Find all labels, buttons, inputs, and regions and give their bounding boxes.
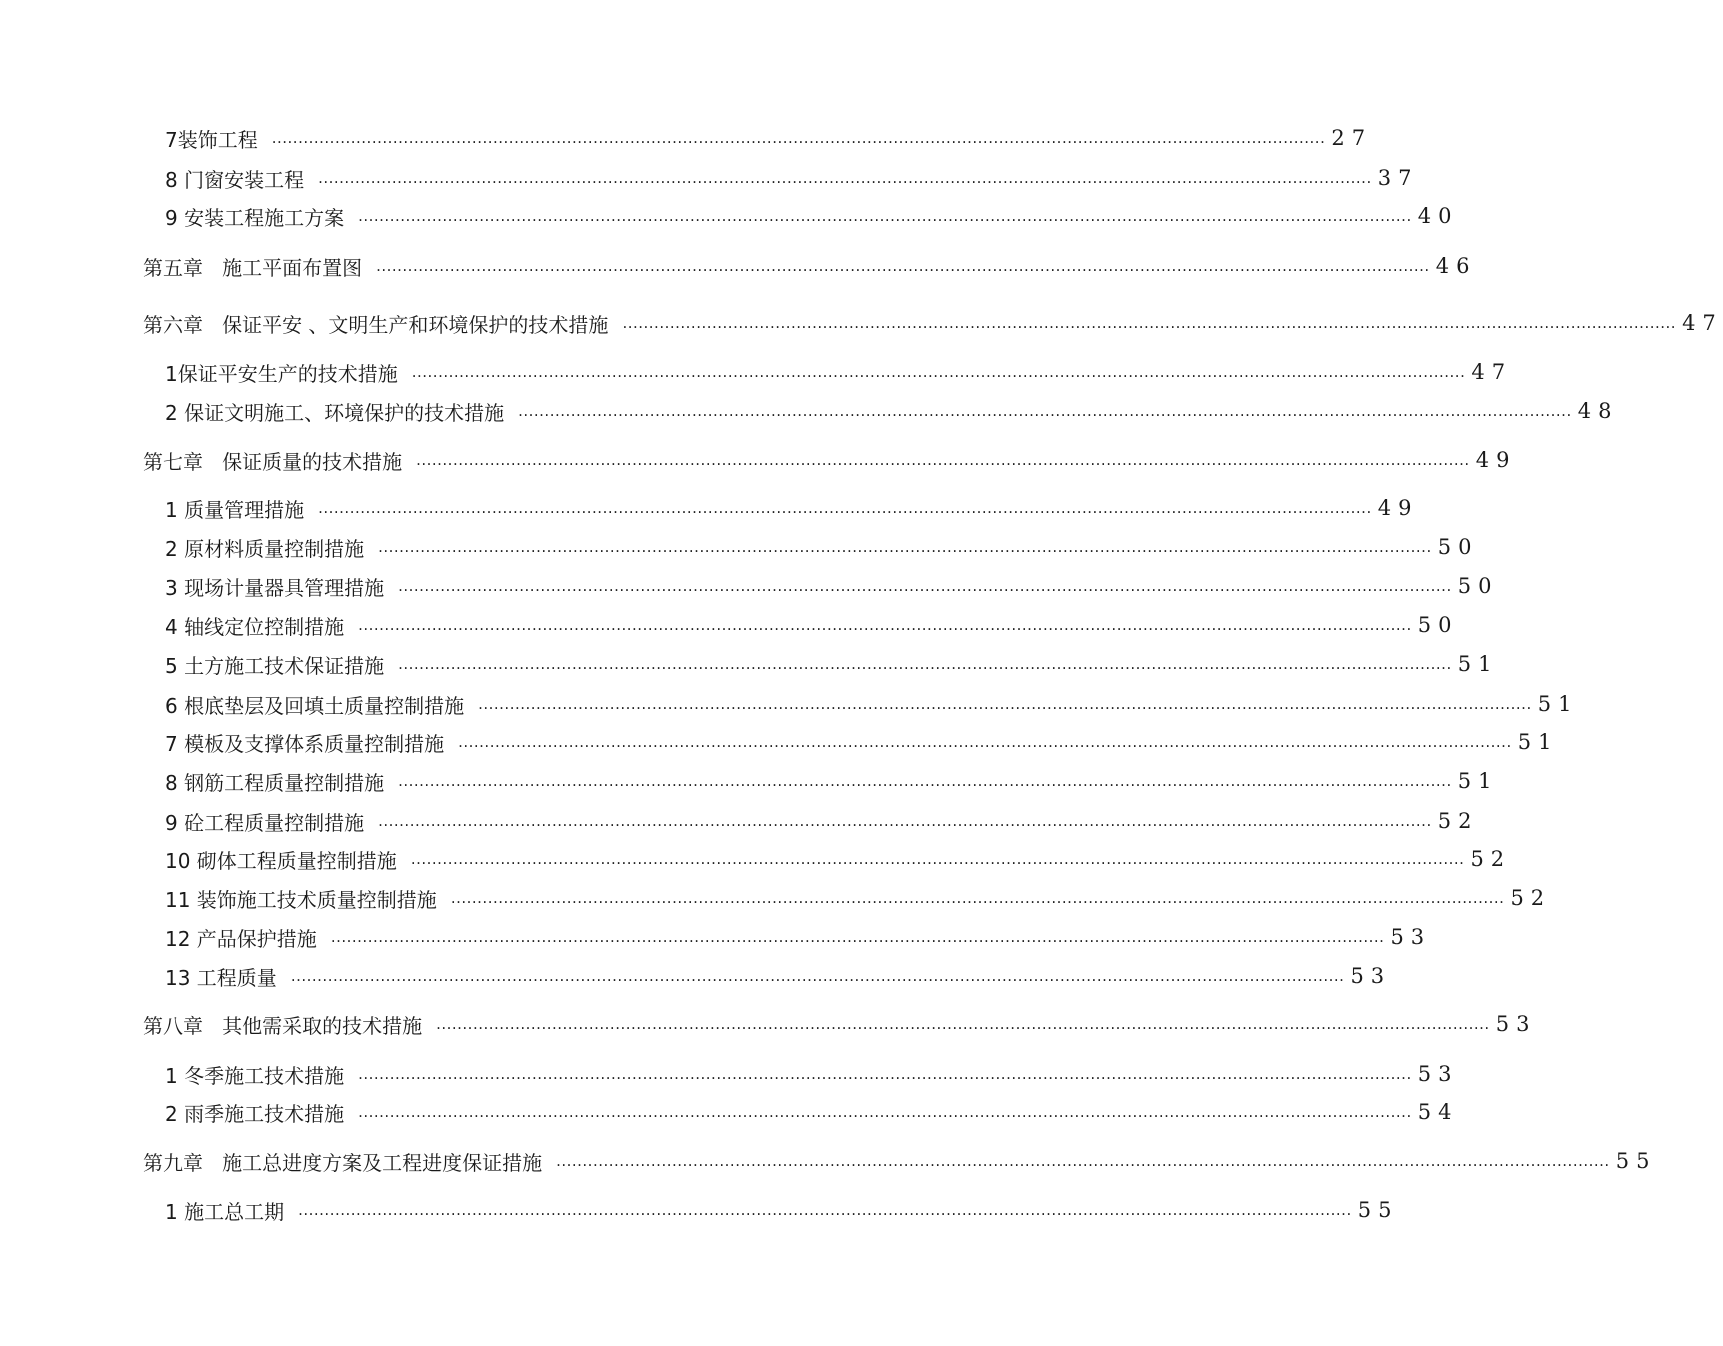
toc-section-entry xyxy=(165,123,1373,153)
toc-dot-leader: ........................................................................................................................................................................................................ xyxy=(450,889,1505,907)
toc-entry-title: 10 砌体工程质量控制措施 xyxy=(165,848,397,873)
toc-dot-leader: ........................................................................................................................................................................................................ xyxy=(458,733,1512,751)
toc-dot-leader: ........................................................................................................................................................................................................ xyxy=(358,1103,1412,1121)
toc-entry-title: 12 产品保护措施 xyxy=(165,926,317,951)
toc-entry-title: 11 装饰施工技术质量控制措施 xyxy=(165,887,437,912)
toc-dot-leader: ........................................................................................................................................................................................................ xyxy=(518,402,1572,420)
toc-page-number: 53 xyxy=(1350,964,1392,988)
toc-section-entry xyxy=(165,883,1552,913)
toc-section-entry xyxy=(165,571,1499,601)
toc-section-entry xyxy=(165,844,1512,874)
toc-section-entry xyxy=(165,163,1419,193)
toc-page-number: 52 xyxy=(1510,886,1552,910)
toc-section-entry xyxy=(165,766,1499,796)
toc-page-number: 50 xyxy=(1457,574,1499,598)
toc-entry-title: 7装饰工程 xyxy=(165,127,258,152)
toc-section-entry xyxy=(165,201,1459,231)
toc-section-entry xyxy=(165,493,1419,523)
toc-section-entry xyxy=(165,610,1459,640)
toc-dot-leader: ........................................................................................................................................................................................................ xyxy=(358,1065,1412,1083)
toc-entry-title: 2 保证文明施工、环境保护的技术措施 xyxy=(165,400,505,425)
toc-dot-leader: ........................................................................................................................................................................................................ xyxy=(358,207,1412,225)
toc-page-number: 27 xyxy=(1331,126,1373,150)
toc-page-number: 53 xyxy=(1390,925,1432,949)
toc-page-number: 47 xyxy=(1682,311,1723,335)
toc-entry-title: 7 模板及支撑体系质量控制措施 xyxy=(165,731,445,756)
toc-section-entry xyxy=(165,1195,1399,1225)
toc-dot-leader: ........................................................................................................................................................................................................ xyxy=(478,695,1532,713)
toc-page-number: 49 xyxy=(1377,496,1419,520)
toc-section-entry xyxy=(165,689,1579,719)
toc-dot-leader: ........................................................................................................................................................................................................ xyxy=(271,129,1326,147)
toc-dot-leader: ........................................................................................................................................................................................................ xyxy=(358,616,1412,634)
toc-page-number: 50 xyxy=(1437,535,1479,559)
toc-section-entry xyxy=(165,532,1479,562)
toc-entry-title: 1 质量管理措施 xyxy=(165,497,305,522)
toc-entry-title: 第五章 施工平面布置图 xyxy=(143,255,363,280)
toc-entry-title: 9 安装工程施工方案 xyxy=(165,205,345,230)
toc-page-number: 37 xyxy=(1377,166,1419,190)
toc-entry-title: 8 门窗安装工程 xyxy=(165,167,305,192)
toc-page-number: 51 xyxy=(1517,730,1559,754)
toc-dot-leader: ........................................................................................................................................................................................................ xyxy=(556,1152,1610,1170)
toc-entry-title: 2 原材料质量控制措施 xyxy=(165,536,365,561)
toc-dot-leader: ........................................................................................................................................................................................................ xyxy=(416,451,1470,469)
toc-chapter-entry xyxy=(143,445,1517,475)
toc-page-number: 52 xyxy=(1470,847,1512,871)
toc-entry-title: 第八章 其他需采取的技术措施 xyxy=(143,1013,423,1038)
toc-entry-title: 第六章 保证平安 、文明生产和环境保护的技术措施 xyxy=(143,312,609,337)
toc-section-entry xyxy=(165,922,1432,952)
toc-page-number: 46 xyxy=(1435,254,1477,278)
toc-dot-leader: ........................................................................................................................................................................................................ xyxy=(622,314,1677,332)
toc-chapter-entry xyxy=(143,251,1477,281)
toc-page-number: 40 xyxy=(1417,204,1459,228)
toc-page-number: 51 xyxy=(1537,692,1579,716)
toc-entry-title: 1 冬季施工技术措施 xyxy=(165,1063,345,1088)
toc-chapter-entry xyxy=(143,1009,1537,1039)
toc-section-entry xyxy=(165,727,1559,757)
toc-entry-title: 8 钢筋工程质量控制措施 xyxy=(165,770,385,795)
toc-page-number: 53 xyxy=(1495,1012,1537,1036)
toc-dot-leader: ........................................................................................................................................................................................................ xyxy=(411,363,1466,381)
toc-dot-leader: ........................................................................................................................................................................................................ xyxy=(436,1015,1490,1033)
toc-dot-leader: ........................................................................................................................................................................................................ xyxy=(290,967,1345,985)
toc-page-number: 54 xyxy=(1417,1100,1459,1124)
toc-entry-title: 2 雨季施工技术措施 xyxy=(165,1101,345,1126)
toc-dot-leader: ........................................................................................................................................................................................................ xyxy=(298,1201,1352,1219)
toc-entry-title: 5 土方施工技术保证措施 xyxy=(165,653,385,678)
toc-dot-leader: ........................................................................................................................................................................................................ xyxy=(398,655,1452,673)
toc-page-number: 50 xyxy=(1417,613,1459,637)
toc-dot-leader: ........................................................................................................................................................................................................ xyxy=(330,928,1385,946)
toc-dot-leader: ........................................................................................................................................................................................................ xyxy=(398,772,1452,790)
toc-section-entry xyxy=(165,806,1479,836)
toc-page-number: 53 xyxy=(1417,1062,1459,1086)
toc-section-entry xyxy=(165,1059,1459,1089)
toc-page-number: 48 xyxy=(1577,399,1619,423)
toc-page-number: 51 xyxy=(1457,769,1499,793)
toc-entry-title: 9 砼工程质量控制措施 xyxy=(165,810,365,835)
toc-entry-title: 3 现场计量器具管理措施 xyxy=(165,575,385,600)
toc-entry-title: 4 轴线定位控制措施 xyxy=(165,614,345,639)
toc-entry-title: 6 根底垫层及回填土质量控制措施 xyxy=(165,693,465,718)
toc-section-entry xyxy=(165,1097,1459,1127)
toc-dot-leader: ........................................................................................................................................................................................................ xyxy=(378,538,1432,556)
toc-entry-title: 第九章 施工总进度方案及工程进度保证措施 xyxy=(143,1150,543,1175)
toc-entry-title: 1 施工总工期 xyxy=(165,1199,285,1224)
toc-dot-leader: ........................................................................................................................................................................................................ xyxy=(376,257,1430,275)
toc-entry-title: 13 工程质量 xyxy=(165,965,277,990)
toc-section-entry xyxy=(165,357,1513,387)
toc-dot-leader: ........................................................................................................................................................................................................ xyxy=(318,169,1372,187)
toc-page-number: 47 xyxy=(1471,360,1513,384)
toc-entry-title: 第七章 保证质量的技术措施 xyxy=(143,449,403,474)
toc-dot-leader: ........................................................................................................................................................................................................ xyxy=(318,499,1372,517)
toc-section-entry xyxy=(165,396,1619,426)
toc-dot-leader: ........................................................................................................................................................................................................ xyxy=(378,812,1432,830)
toc-page-number: 49 xyxy=(1475,448,1517,472)
toc-chapter-entry xyxy=(143,308,1723,338)
toc-page-number: 55 xyxy=(1357,1198,1399,1222)
toc-page-number: 52 xyxy=(1437,809,1479,833)
toc-dot-leader: ........................................................................................................................................................................................................ xyxy=(398,577,1452,595)
toc-page-number: 55 xyxy=(1615,1149,1657,1173)
toc-section-entry xyxy=(165,649,1499,679)
toc-section-entry xyxy=(165,961,1392,991)
toc-dot-leader: ........................................................................................................................................................................................................ xyxy=(410,850,1465,868)
toc-page-number: 51 xyxy=(1457,652,1499,676)
toc-chapter-entry xyxy=(143,1146,1657,1176)
toc-entry-title: 1保证平安生产的技术措施 xyxy=(165,361,398,386)
